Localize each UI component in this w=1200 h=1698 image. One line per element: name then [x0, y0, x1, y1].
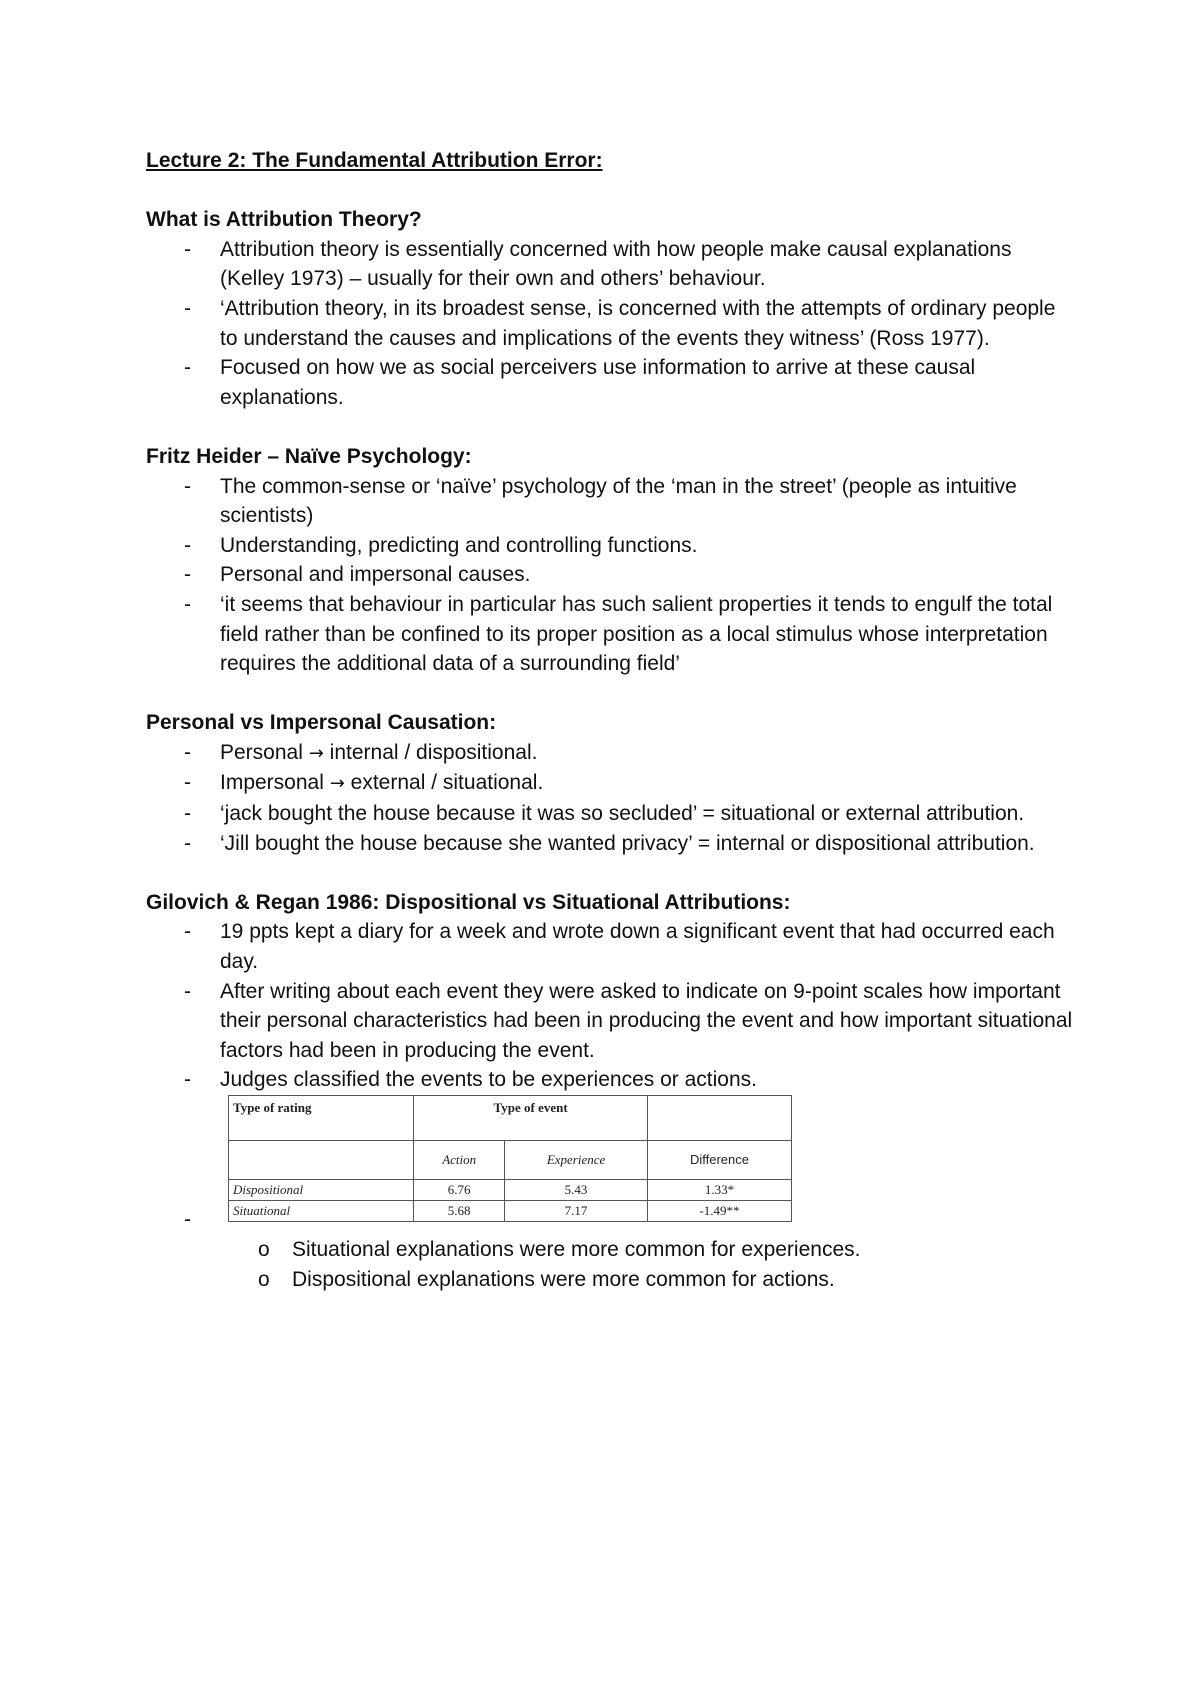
table-cell: 5.43	[505, 1180, 648, 1201]
arrow-item-right: external / situational.	[350, 771, 544, 795]
table-header-cell: Experience	[505, 1141, 648, 1180]
table-cell-empty	[229, 1141, 414, 1180]
page-title: Lecture 2: The Fundamental Attribution Error:	[146, 149, 603, 172]
table-header-cell: - Type of rating	[229, 1096, 414, 1141]
list-item: - The common-sense or ‘naïve’ psychology of the ‘man in the street’ (people as intuitive scientists)	[146, 472, 1076, 531]
bullet-list	[146, 235, 1076, 413]
right-arrow-icon: →	[308, 742, 324, 764]
table-cell: 1.33*	[647, 1180, 791, 1201]
table-cell: 6.76	[414, 1180, 505, 1201]
list-item: - Attribution theory is essentially concerned with how people make causal explanations (Kelley 1973) – usually for their own and others’ behaviour.	[146, 235, 1076, 294]
section-gilovich-regan	[146, 888, 1076, 1294]
list-item: - 19 ppts kept a diary for a week and wrote down a significant event that had occurred each day.	[146, 917, 1076, 976]
table-header-cell: Difference	[647, 1141, 791, 1180]
section-heading: Personal vs Impersonal Causation:	[146, 711, 497, 735]
table-header-row	[229, 1096, 792, 1141]
results-table	[228, 1095, 792, 1222]
table-row	[229, 1180, 792, 1201]
list-item: - ‘Attribution theory, in its broadest sense, is concerned with the attempts of ordinary people to understand the causes and implications of the events they witness’ (Ross 1977).	[146, 294, 1076, 353]
list-item: - Focused on how we as social perceivers use information to arrive at these causal explanations.	[146, 353, 1076, 412]
right-arrow-icon: →	[329, 773, 345, 795]
section-heading: Fritz Heider – Naïve Psychology:	[146, 444, 472, 468]
list-item	[146, 738, 1076, 769]
bullet-list	[146, 738, 1076, 858]
table-cell: 7.17	[505, 1201, 648, 1222]
list-item: - Personal and impersonal causes.	[146, 560, 1076, 590]
table-cell: Situational	[229, 1201, 414, 1222]
table-cell: Dispositional	[229, 1180, 414, 1201]
document-page	[146, 146, 1076, 1324]
list-item-table	[146, 1095, 1076, 1235]
table-header-cell: Action	[414, 1141, 505, 1180]
sub-list-item: o Situational explanations were more common for experiences.	[146, 1235, 1076, 1265]
table-header-cell-empty	[647, 1096, 791, 1141]
table-row	[229, 1201, 792, 1222]
arrow-item-left: Personal	[220, 740, 303, 764]
list-item: - ‘Jill bought the house because she wanted privacy’ = internal or dispositional attribution.	[146, 829, 1076, 859]
table-cell: -1.49**	[647, 1201, 791, 1222]
table-subheader-row	[229, 1141, 792, 1180]
section-personal-vs-impersonal	[146, 708, 1076, 858]
list-item: - ‘jack bought the house because it was so secluded’ = situational or external attribution.	[146, 799, 1076, 829]
sub-list-item: o Dispositional explanations were more common for actions.	[146, 1265, 1076, 1295]
arrow-item-left: Impersonal	[220, 771, 324, 795]
list-item: - Understanding, predicting and controlling functions.	[146, 531, 1076, 561]
list-item: - Judges classified the events to be experiences or actions.	[146, 1065, 1076, 1095]
section-attribution-theory	[146, 205, 1076, 412]
section-heading: What is Attribution Theory?	[146, 208, 422, 232]
section-naive-psychology	[146, 442, 1076, 679]
list-item: - ‘it seems that behaviour in particular has such salient properties it tends to engulf the total field rather than be confined to its proper position as a local stimulus whose interpretation requires the additional data of a surrounding field’	[146, 590, 1076, 679]
list-item	[146, 768, 1076, 799]
table-header-cell: Type of event	[414, 1096, 648, 1141]
sub-bullet-list	[146, 1235, 1076, 1294]
bullet-list	[146, 917, 1076, 1235]
section-heading: Gilovich & Regan 1986: Dispositional vs Situational Attributions:	[146, 890, 791, 914]
bullet-list	[146, 472, 1076, 679]
table-cell: 5.68	[414, 1201, 505, 1222]
arrow-item-right: internal / dispositional.	[329, 740, 538, 764]
list-item: - After writing about each event they were asked to indicate on 9-point scales how important their personal characteristics had been in producing the event and how important situational factors had been in producing the event.	[146, 977, 1076, 1066]
